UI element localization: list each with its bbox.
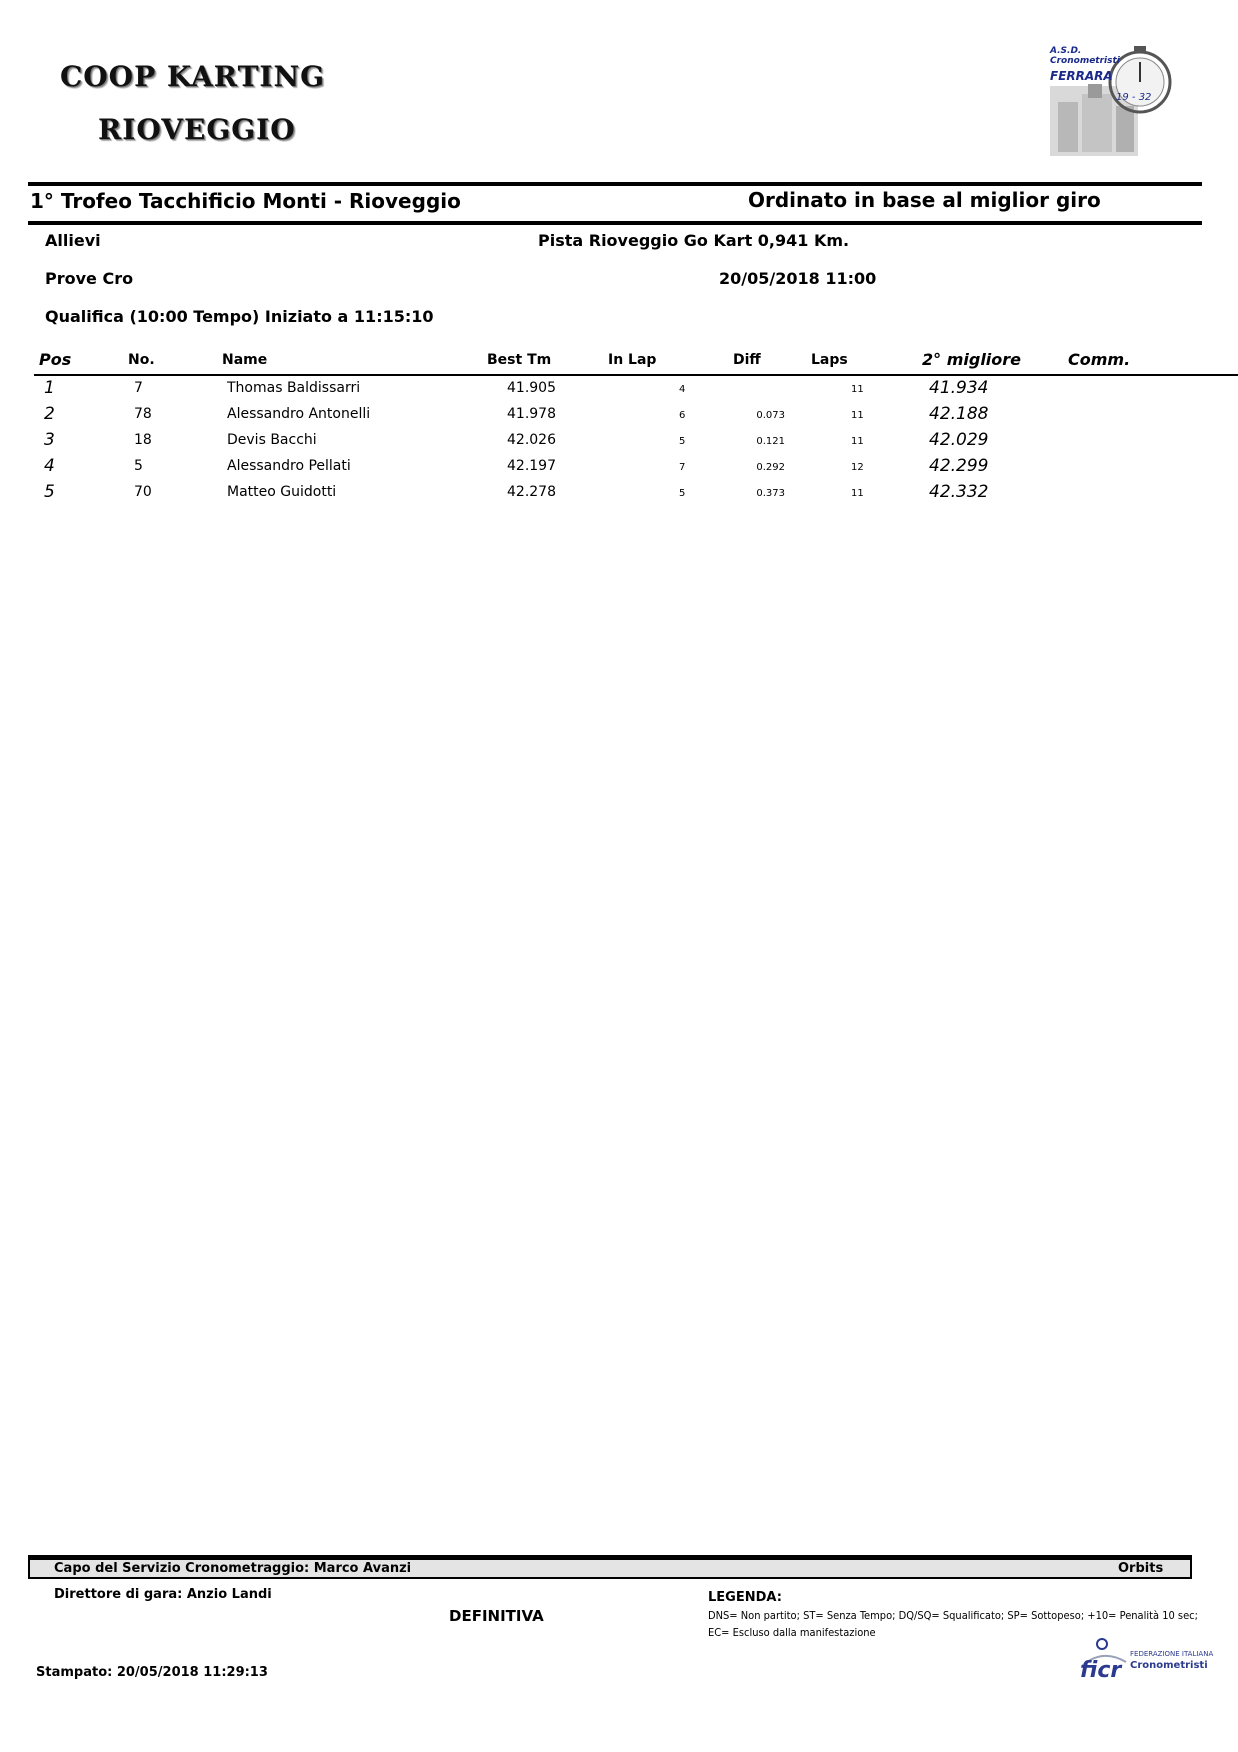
row-no: 7: [134, 380, 143, 396]
header-best: Best Tm: [487, 352, 552, 368]
row-inlap: 4: [679, 384, 686, 395]
row-name: Thomas Baldissarri: [227, 380, 361, 396]
row-diff: 0.073: [756, 410, 785, 421]
row-best: 42.278: [507, 484, 556, 500]
title-rule-top: [28, 182, 1202, 186]
row-name: Matteo Guidotti: [227, 484, 337, 500]
legend-line1: DNS= Non partito; ST= Senza Tempo; DQ/SQ= Squalificato; SP= Sottopeso; +10= Penalità 10 sec;: [708, 1609, 1198, 1622]
row-second-best: 42.188: [929, 404, 989, 424]
club-years: 19 - 32: [1116, 92, 1152, 103]
header-second-best: 2° migliore: [922, 350, 1022, 369]
row-second-best: 42.332: [929, 482, 989, 502]
row-pos: 5: [44, 482, 55, 502]
row-no: 18: [134, 432, 152, 448]
row-no: 5: [134, 458, 143, 474]
row-diff: 0.292: [756, 462, 785, 473]
system-name: Orbits: [1118, 1561, 1164, 1576]
sort-note: Ordinato in base al miglior giro: [748, 188, 1101, 212]
club-asd: A.S.D.: [1050, 46, 1082, 56]
row-name: Alessandro Antonelli: [227, 406, 371, 422]
ficr-cronometristi: Cronometristi: [1130, 1660, 1208, 1671]
row-best: 41.905: [507, 380, 556, 396]
row-laps: 11: [851, 384, 864, 395]
table-row: [0, 406, 1238, 432]
header-comm: Comm.: [1068, 350, 1131, 369]
track: Pista Rioveggio Go Kart 0,941 Km.: [538, 231, 850, 250]
race-director: Direttore di gara: Anzio Landi: [54, 1587, 272, 1602]
printed-timestamp: Stampato: 20/05/2018 11:29:13: [36, 1665, 268, 1680]
header-diff: Diff: [733, 352, 761, 368]
row-laps: 11: [851, 410, 864, 421]
row-diff: 0.121: [756, 436, 785, 447]
header-laps: Laps: [811, 352, 848, 368]
club-city: FERRARA: [1050, 69, 1113, 83]
legend-title: LEGENDA:: [708, 1590, 782, 1605]
table-row: [0, 380, 1238, 406]
row-inlap: 6: [679, 410, 686, 421]
table-row: [0, 458, 1238, 484]
row-best: 42.026: [507, 432, 556, 448]
row-inlap: 5: [679, 436, 686, 447]
row-second-best: 41.934: [929, 378, 989, 398]
header-pos: Pos: [39, 350, 72, 369]
timing-chief: Capo del Servizio Cronometraggio: Marco Avanzi: [54, 1561, 412, 1576]
row-inlap: 5: [679, 488, 686, 499]
session-name: Prove Cro: [45, 269, 134, 288]
row-name: Devis Bacchi: [227, 432, 317, 448]
table-row: [0, 432, 1238, 458]
row-pos: 3: [44, 430, 55, 450]
row-name: Alessandro Pellati: [227, 458, 351, 474]
row-best: 42.197: [507, 458, 556, 474]
row-best: 41.978: [507, 406, 556, 422]
row-second-best: 42.029: [929, 430, 989, 450]
club-name: Cronometristi: [1050, 56, 1120, 66]
legend-line2: EC= Escluso dalla manifestazione: [708, 1626, 876, 1639]
category: Allievi: [45, 231, 101, 250]
table-row: [0, 484, 1238, 510]
ficr-federation: FEDERAZIONE ITALIANA: [1130, 1650, 1214, 1658]
row-laps: 11: [851, 436, 864, 447]
title-rule-bottom: [28, 221, 1202, 225]
row-laps: 11: [851, 488, 864, 499]
ficr-wordmark: ficr: [1080, 1658, 1122, 1683]
row-diff: 0.373: [756, 488, 785, 499]
row-no: 70: [134, 484, 152, 500]
header-no: No.: [128, 352, 155, 368]
header-inlap: In Lap: [608, 352, 657, 368]
row-laps: 12: [851, 462, 864, 473]
event-logo-line2: RIOVEGGIO: [98, 113, 296, 146]
row-pos: 2: [44, 404, 55, 424]
row-second-best: 42.299: [929, 456, 989, 476]
qualifying-info: Qualifica (10:00 Tempo) Iniziato a 11:15:10: [45, 307, 434, 326]
header-rule: [34, 374, 1238, 376]
header-name: Name: [222, 352, 268, 368]
event-logo-line1: COOP KARTING: [60, 60, 326, 93]
row-inlap: 7: [679, 462, 686, 473]
row-pos: 4: [44, 456, 55, 476]
session-datetime: 20/05/2018 11:00: [719, 269, 877, 288]
row-no: 78: [134, 406, 152, 422]
event-title: 1° Trofeo Tacchificio Monti - Rioveggio: [30, 189, 461, 213]
row-pos: 1: [44, 378, 55, 398]
status-label: DEFINITIVA: [449, 1607, 544, 1625]
